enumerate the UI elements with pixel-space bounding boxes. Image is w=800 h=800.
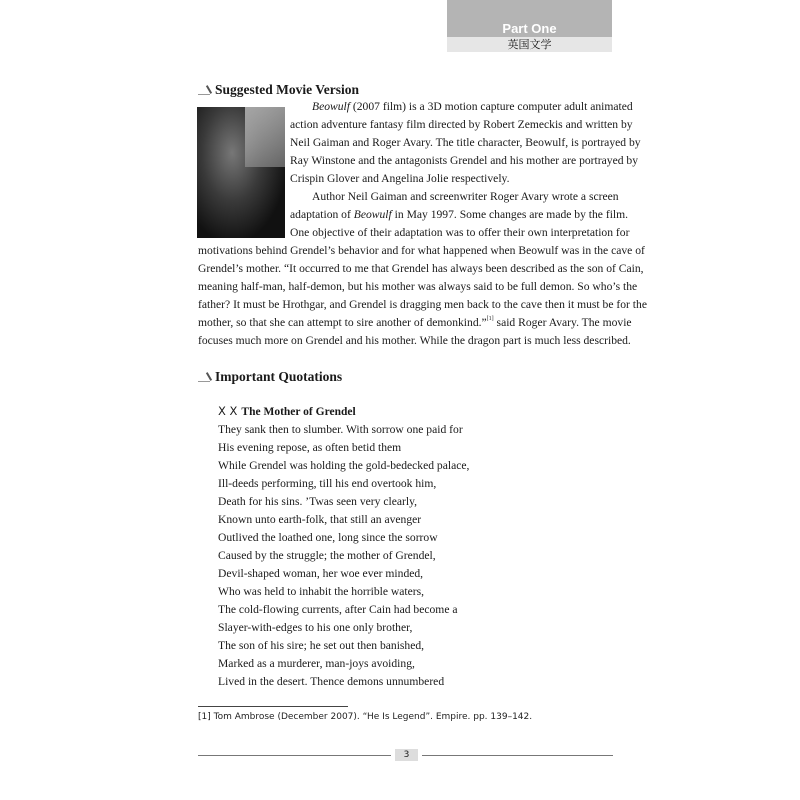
text-line — [312, 98, 633, 116]
poem-line: Caused by the struggle; the mother of Grendel, — [218, 549, 436, 562]
poem-line: Who was held to inhabit the horrible waters, — [218, 585, 425, 598]
text-line — [198, 296, 647, 314]
text-segment: motivations behind Grendel’s behavior and for what happened when Beowulf was in the cave of — [198, 244, 645, 257]
text-segment: father? It must be Hrothgar, and Grendel is dragging men back to the cave then it must be for the — [198, 298, 647, 311]
marker-icon: X X — [218, 404, 238, 418]
text-segment: Grendel’s mother. “It occurred to me that Grendel has always been described as the son of Cain, — [198, 262, 644, 275]
text-segment: Beowulf — [353, 208, 392, 221]
footnote-divider — [198, 706, 348, 707]
text-segment: Ray Winstone and the antagonists Grendel and his mother are portrayed by — [290, 154, 639, 167]
footer-rule-left — [198, 755, 391, 756]
poem-line: Slayer-with-edges to his one only brother, — [218, 621, 413, 634]
text-line — [198, 242, 645, 260]
text-line — [198, 314, 632, 332]
text-segment: action adventure fantasy film directed by Robert Zemeckis and written by — [290, 118, 633, 131]
page-number: 3 — [395, 749, 418, 761]
text-line — [198, 332, 631, 350]
text-line — [290, 152, 639, 170]
poem-line: Death for his sins. ’Twas seen very clearly, — [218, 495, 418, 508]
part-label: Part One — [502, 21, 557, 36]
text-segment: (2007 film) is a 3D motion capture computer adult animated — [350, 100, 633, 113]
poem-line: Lived in the desert. Thence demons unnumbered — [218, 675, 445, 688]
text-line — [290, 206, 629, 224]
poem-line: They sank then to slumber. With sorrow one paid for — [218, 423, 463, 436]
text-segment: Beowulf — [312, 100, 350, 113]
poem-line: Marked as a murderer, man-joys avoiding, — [218, 657, 415, 670]
poem-line: While Grendel was holding the gold-bedecked palace, — [218, 459, 470, 472]
poem-line: The cold-flowing currents, after Cain had become a — [218, 603, 458, 616]
footnote-ref: [1] — [486, 316, 494, 322]
poem-line: Outlived the loathed one, long since the sorrow — [218, 531, 438, 544]
footer-rule-right — [422, 755, 613, 756]
text-line — [290, 116, 633, 134]
text-segment: in May 1997. Some changes are made by the film. — [391, 208, 629, 221]
text-segment: focuses much more on Grendel and his mother. While the dragon part is much less described. — [198, 334, 631, 347]
text-segment: Author Neil Gaiman and screenwriter Roger Avary wrote a screen — [312, 190, 619, 203]
text-line — [198, 278, 638, 296]
quotation-subtitle — [218, 404, 356, 418]
part-header — [447, 0, 612, 37]
text-segment: meaning half-man, half-demon, but his mother was always said to be full demon. So who’s the — [198, 280, 638, 293]
section-title: Suggested Movie Version — [215, 82, 360, 97]
poem-line: Ill-deeds performing, till his end overtook him, — [218, 477, 437, 490]
poem-line: Devil-shaped woman, her woe ever minded, — [218, 567, 424, 580]
poem-line: Known unto earth-folk, that still an avenger — [218, 513, 422, 526]
text-line — [290, 170, 509, 188]
text-segment: mother, so that she can attempt to sire another of demonkind.” — [198, 316, 487, 329]
quotation-title: The Mother of Grendel — [241, 406, 356, 418]
poem-line: His evening repose, as often betid them — [218, 441, 402, 454]
text-line — [290, 134, 641, 152]
text-segment: One objective of their adaptation was to offer their own interpretation for — [290, 226, 630, 239]
pen-icon — [198, 371, 212, 383]
text-segment: said Roger Avary. The movie — [493, 316, 632, 329]
pen-icon — [198, 84, 212, 96]
section-title: Important Quotations — [215, 369, 343, 384]
footnote: [1] Tom Ambrose (December 2007). “He Is Legend”. Empire. pp. 139–142. — [198, 712, 533, 722]
text-line — [198, 260, 644, 278]
poem-line: The son of his sire; he set out then banished, — [218, 639, 425, 652]
text-line — [290, 224, 630, 242]
text-line — [312, 188, 619, 206]
text-segment: Neil Gaiman and Roger Avary. The title character, Beowulf, is portrayed by — [290, 136, 641, 149]
section-heading-movie — [198, 82, 359, 98]
section-heading-quotations — [198, 369, 342, 385]
beowulf-movie-photo — [197, 107, 285, 238]
text-segment: adaptation of — [290, 208, 354, 221]
text-segment: Crispin Glover and Angelina Jolie respectively. — [290, 172, 510, 185]
part-subtitle: 英国文学 — [447, 37, 612, 52]
